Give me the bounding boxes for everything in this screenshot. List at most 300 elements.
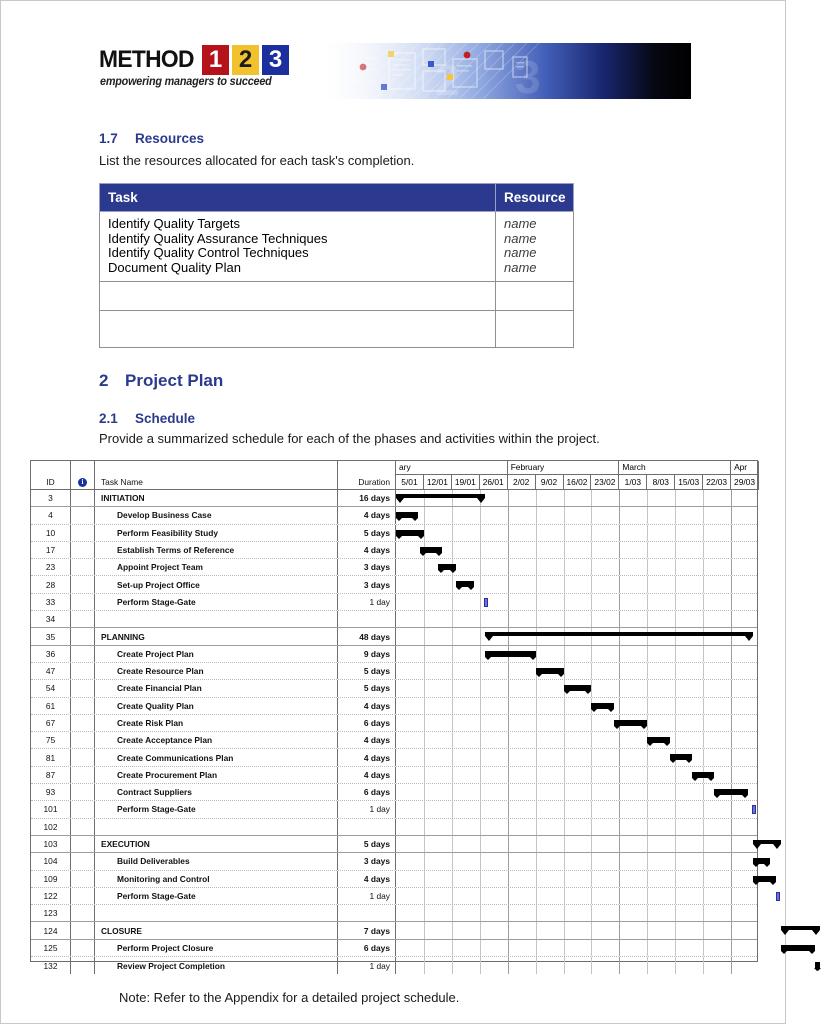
gridline: [536, 749, 537, 765]
task-bar[interactable]: [564, 685, 592, 691]
task-name: Create Quality Plan: [95, 698, 338, 714]
gridline: [703, 525, 704, 541]
resource-table: [99, 183, 574, 348]
task-bar[interactable]: [438, 564, 456, 570]
gridline: [619, 611, 620, 627]
logo-wordmark: METHOD: [99, 46, 194, 73]
gridline: [703, 853, 704, 869]
gridline: [591, 853, 592, 869]
gridline: [675, 490, 676, 506]
gridline: [564, 646, 565, 662]
heading-project-plan-number: 2: [99, 371, 109, 390]
gridline: [424, 576, 425, 592]
gridline: [675, 801, 676, 817]
resource-value: name: [504, 216, 537, 231]
column-header-task-name: Task Name: [95, 461, 338, 489]
gridline: [564, 767, 565, 783]
gridline: [564, 819, 565, 835]
gridline: [675, 871, 676, 887]
task-indicator: [71, 749, 95, 765]
gridline: [703, 749, 704, 765]
resource-table-header-row: [100, 184, 574, 212]
gridline: [452, 646, 453, 662]
gridline: [480, 732, 481, 748]
summary-bar[interactable]: [396, 494, 485, 498]
milestone-marker[interactable]: [484, 598, 488, 607]
task-id: 33: [31, 594, 71, 610]
timescale-week: 23/02: [591, 475, 619, 490]
gridline: [480, 905, 481, 921]
gridline: [591, 680, 592, 696]
gridline: [508, 922, 509, 938]
gantt-task-row[interactable]: [31, 715, 757, 732]
gridline: [675, 767, 676, 783]
gridline: [424, 490, 425, 506]
header-banner-image: [327, 43, 691, 103]
gridline: [591, 836, 592, 852]
gridline: [591, 801, 592, 817]
task-bar[interactable]: [753, 858, 770, 864]
gridline: [536, 819, 537, 835]
task-bar[interactable]: [714, 789, 748, 795]
gridline: [424, 836, 425, 852]
gantt-task-row[interactable]: [31, 784, 757, 801]
task-indicator: [71, 628, 95, 644]
gridline: [703, 836, 704, 852]
logo-tagline: empowering managers to succeed: [100, 76, 272, 88]
gantt-row-chart-area: [396, 715, 757, 731]
gridline: [703, 784, 704, 800]
timescale-week: 16/02: [564, 475, 592, 490]
gridline: [424, 646, 425, 662]
gridline: [508, 732, 509, 748]
task-id: 101: [31, 801, 71, 817]
task-name: CLOSURE: [95, 922, 338, 938]
gridline: [564, 490, 565, 506]
gridline: [508, 611, 509, 627]
task-id: 36: [31, 646, 71, 662]
gridline: [647, 957, 648, 974]
task-name: Create Acceptance Plan: [95, 732, 338, 748]
task-id: 67: [31, 715, 71, 731]
task-duration: 4 days: [338, 767, 396, 783]
task-name: Perform Project Closure: [95, 940, 338, 956]
timescale-month: March: [619, 461, 731, 475]
gridline: [564, 940, 565, 956]
gantt-task-row[interactable]: [31, 542, 757, 559]
gridline: [508, 507, 509, 523]
task-id: 54: [31, 680, 71, 696]
gridline: [591, 559, 592, 575]
gridline: [675, 663, 676, 679]
task-indicator: [71, 905, 95, 921]
gridline: [480, 871, 481, 887]
gridline: [675, 715, 676, 731]
gridline: [452, 784, 453, 800]
gantt-chart[interactable]: [30, 460, 758, 971]
task-indicator: [71, 490, 95, 506]
gantt-row-chart-area: [396, 801, 757, 817]
gantt-row-chart-area: [396, 905, 757, 921]
gridline: [480, 663, 481, 679]
task-id: 28: [31, 576, 71, 592]
gridline: [452, 836, 453, 852]
gridline: [619, 646, 620, 662]
gridline: [703, 576, 704, 592]
gantt-row-chart-area: [396, 957, 757, 974]
gridline: [508, 767, 509, 783]
gridline: [731, 559, 732, 575]
task-id: 17: [31, 542, 71, 558]
gridline: [508, 576, 509, 592]
gantt-rows: [31, 490, 757, 974]
task-id: 47: [31, 663, 71, 679]
gridline: [424, 749, 425, 765]
gridline: [731, 888, 732, 904]
gridline: [731, 525, 732, 541]
gridline: [731, 749, 732, 765]
task-duration: [338, 819, 396, 835]
gridline: [424, 767, 425, 783]
task-name: Create Project Plan: [95, 646, 338, 662]
gridline: [508, 940, 509, 956]
gantt-task-row[interactable]: [31, 594, 757, 611]
task-duration: 1 day: [338, 594, 396, 610]
gridline: [591, 940, 592, 956]
gridline: [508, 628, 509, 644]
resource-name-cell-empty[interactable]: [496, 311, 574, 348]
gridline: [536, 836, 537, 852]
gridline: [647, 646, 648, 662]
svg-text:3: 3: [515, 51, 541, 103]
task-name: INITIATION: [95, 490, 338, 506]
task-name: Perform Stage-Gate: [95, 801, 338, 817]
gridline: [508, 490, 509, 506]
gridline: [731, 767, 732, 783]
column-header-duration: Duration: [338, 461, 396, 489]
gantt-task-row[interactable]: [31, 819, 757, 836]
gantt-row-chart-area: [396, 646, 757, 662]
gridline: [480, 784, 481, 800]
gantt-task-row[interactable]: [31, 905, 757, 922]
gridline: [424, 801, 425, 817]
gridline: [424, 957, 425, 974]
task-bar[interactable]: [485, 651, 535, 657]
timescale-week: 2/02: [508, 475, 536, 490]
task-id: 87: [31, 767, 71, 783]
task-bar[interactable]: [614, 720, 648, 726]
gantt-task-row[interactable]: [31, 507, 757, 524]
gantt-task-row[interactable]: [31, 871, 757, 888]
gridline: [647, 594, 648, 610]
gantt-row-chart-area: [396, 853, 757, 869]
task-bar[interactable]: [670, 754, 692, 760]
task-indicator: [71, 888, 95, 904]
gridline: [480, 801, 481, 817]
gridline: [647, 784, 648, 800]
gridline: [619, 507, 620, 523]
summary-bar[interactable]: [753, 840, 781, 844]
task-duration: 3 days: [338, 559, 396, 575]
heading-project-plan-title: Project Plan: [125, 371, 224, 390]
task-bar[interactable]: [815, 962, 821, 968]
gridline: [619, 957, 620, 974]
gridline: [564, 628, 565, 644]
gantt-task-row[interactable]: [31, 611, 757, 628]
gridline: [452, 525, 453, 541]
gantt-task-row[interactable]: [31, 576, 757, 593]
timescale-week: 22/03: [703, 475, 731, 490]
gantt-row-chart-area: [396, 836, 757, 852]
task-duration: 6 days: [338, 715, 396, 731]
gridline: [675, 836, 676, 852]
task-bar[interactable]: [753, 876, 775, 882]
task-id: 102: [31, 819, 71, 835]
gantt-row-chart-area: [396, 698, 757, 714]
task-bar[interactable]: [456, 581, 474, 587]
gridline: [508, 905, 509, 921]
gridline: [647, 663, 648, 679]
gridline: [564, 888, 565, 904]
gridline: [591, 525, 592, 541]
gantt-task-row[interactable]: [31, 525, 757, 542]
logo-digit-1: 1: [202, 45, 229, 75]
task-id: 93: [31, 784, 71, 800]
task-id: 35: [31, 628, 71, 644]
gridline: [508, 698, 509, 714]
task-id: 10: [31, 525, 71, 541]
task-bar[interactable]: [692, 772, 714, 778]
task-indicator: [71, 871, 95, 887]
gantt-row-chart-area: [396, 507, 757, 523]
gridline: [675, 576, 676, 592]
summary-bar[interactable]: [485, 632, 753, 636]
timescale-month: ary: [396, 461, 508, 475]
heading-resources-title: Resources: [135, 131, 205, 146]
task-duration: 4 days: [338, 698, 396, 714]
gridline: [536, 871, 537, 887]
gridline: [591, 819, 592, 835]
logo-digit-tiles: [202, 45, 290, 75]
summary-bar[interactable]: [781, 926, 820, 930]
task-duration: 1 day: [338, 957, 396, 974]
gridline: [536, 853, 537, 869]
gridline: [591, 663, 592, 679]
gantt-task-row[interactable]: [31, 801, 757, 818]
gridline: [619, 819, 620, 835]
gridline: [731, 576, 732, 592]
gantt-task-row[interactable]: [31, 646, 757, 663]
task-bar[interactable]: [781, 945, 815, 951]
milestone-marker[interactable]: [776, 892, 780, 901]
gridline: [731, 801, 732, 817]
gridline: [452, 680, 453, 696]
gridline: [536, 542, 537, 558]
gantt-task-row[interactable]: [31, 853, 757, 870]
gridline: [452, 767, 453, 783]
resource-task-cell-empty[interactable]: [100, 311, 496, 348]
heading-schedule: [99, 411, 195, 426]
gridline: [480, 646, 481, 662]
task-indicator: [71, 784, 95, 800]
gridline: [480, 680, 481, 696]
task-id: 125: [31, 940, 71, 956]
gridline: [703, 698, 704, 714]
gridline: [452, 801, 453, 817]
task-id: 109: [31, 871, 71, 887]
task-name: [95, 819, 338, 835]
gantt-task-row[interactable]: [31, 957, 757, 974]
milestone-marker[interactable]: [752, 805, 756, 814]
task-name: EXECUTION: [95, 836, 338, 852]
gridline: [480, 628, 481, 644]
gridline: [564, 594, 565, 610]
gantt-row-chart-area: [396, 628, 757, 644]
gridline: [703, 715, 704, 731]
task-duration: 16 days: [338, 490, 396, 506]
task-bar[interactable]: [591, 703, 613, 709]
gridline: [703, 871, 704, 887]
gridline: [619, 680, 620, 696]
gantt-task-row[interactable]: [31, 749, 757, 766]
task-indicator: [71, 698, 95, 714]
gridline: [508, 559, 509, 575]
task-duration: 3 days: [338, 576, 396, 592]
gridline: [536, 628, 537, 644]
resource-task-cell-empty[interactable]: [100, 282, 496, 311]
gantt-task-row[interactable]: [31, 922, 757, 939]
gridline: [508, 836, 509, 852]
timescale-week: 9/02: [536, 475, 564, 490]
timescale-week: 19/01: [452, 475, 480, 490]
gantt-task-row[interactable]: [31, 940, 757, 957]
gridline: [424, 871, 425, 887]
gridline: [564, 698, 565, 714]
gridline: [647, 871, 648, 887]
schedule-intro: Provide a summarized schedule for each of the phases and activities within the project.: [99, 431, 600, 446]
task-indicator: [71, 819, 95, 835]
gantt-task-row[interactable]: [31, 490, 757, 507]
gridline: [619, 749, 620, 765]
gridline: [564, 801, 565, 817]
gridline: [424, 922, 425, 938]
gridline: [452, 940, 453, 956]
column-header-indicator: [71, 461, 95, 489]
resource-value: name: [504, 245, 537, 260]
gridline: [731, 732, 732, 748]
gridline: [480, 542, 481, 558]
gantt-task-row[interactable]: [31, 559, 757, 576]
gridline: [452, 715, 453, 731]
timescale-week: 26/01: [480, 475, 508, 490]
task-id: 132: [31, 957, 71, 974]
task-bar[interactable]: [420, 547, 442, 553]
gridline: [591, 871, 592, 887]
gridline: [591, 957, 592, 974]
gantt-task-row[interactable]: [31, 836, 757, 853]
gridline: [647, 559, 648, 575]
timescale-week: 29/03: [731, 475, 759, 490]
gridline: [424, 525, 425, 541]
gridline: [536, 922, 537, 938]
task-bar[interactable]: [647, 737, 669, 743]
gridline: [731, 940, 732, 956]
task-bar[interactable]: [396, 512, 418, 518]
gridline: [564, 784, 565, 800]
gridline: [703, 680, 704, 696]
task-id: 4: [31, 507, 71, 523]
task-duration: 7 days: [338, 922, 396, 938]
gantt-task-row[interactable]: [31, 628, 757, 645]
gridline: [731, 490, 732, 506]
resource-name-cell-empty[interactable]: [496, 282, 574, 311]
gridline: [647, 576, 648, 592]
gridline: [591, 646, 592, 662]
gridline: [619, 559, 620, 575]
gridline: [480, 594, 481, 610]
gridline: [675, 628, 676, 644]
gridline: [452, 957, 453, 974]
gridline: [619, 853, 620, 869]
task-bar[interactable]: [396, 530, 424, 536]
task-indicator: [71, 507, 95, 523]
task-indicator: [71, 767, 95, 783]
gridline: [564, 525, 565, 541]
gridline: [703, 888, 704, 904]
gridline: [536, 646, 537, 662]
gridline: [731, 871, 732, 887]
gridline: [452, 871, 453, 887]
timescale-week: 15/03: [675, 475, 703, 490]
gridline: [508, 819, 509, 835]
task-indicator: [71, 715, 95, 731]
gridline: [564, 836, 565, 852]
gridline: [536, 680, 537, 696]
gridline: [703, 628, 704, 644]
gridline: [647, 836, 648, 852]
gridline: [424, 888, 425, 904]
gantt-row-chart-area: [396, 663, 757, 679]
gridline: [564, 507, 565, 523]
appendix-note: Note: Refer to the Appendix for a detailed project schedule.: [119, 990, 460, 1005]
gridline: [731, 611, 732, 627]
gridline: [675, 559, 676, 575]
task-name: [95, 905, 338, 921]
gridline: [647, 922, 648, 938]
gridline: [591, 594, 592, 610]
heading-resources: [99, 131, 204, 146]
gantt-task-row[interactable]: [31, 680, 757, 697]
gridline: [647, 767, 648, 783]
gridline: [564, 576, 565, 592]
gantt-task-row[interactable]: [31, 767, 757, 784]
gantt-task-row[interactable]: [31, 732, 757, 749]
gantt-row-chart-area: [396, 680, 757, 696]
gantt-task-row[interactable]: [31, 698, 757, 715]
task-id: 75: [31, 732, 71, 748]
heading-schedule-number: 2.1: [99, 411, 118, 426]
task-indicator: [71, 611, 95, 627]
gridline: [536, 940, 537, 956]
task-name: Create Risk Plan: [95, 715, 338, 731]
gantt-task-row[interactable]: [31, 663, 757, 680]
gantt-task-row[interactable]: [31, 888, 757, 905]
logo-digit-3: 3: [262, 45, 289, 75]
gridline: [424, 715, 425, 731]
task-bar[interactable]: [536, 668, 564, 674]
gridline: [536, 559, 537, 575]
table-row-empty: [100, 311, 574, 348]
